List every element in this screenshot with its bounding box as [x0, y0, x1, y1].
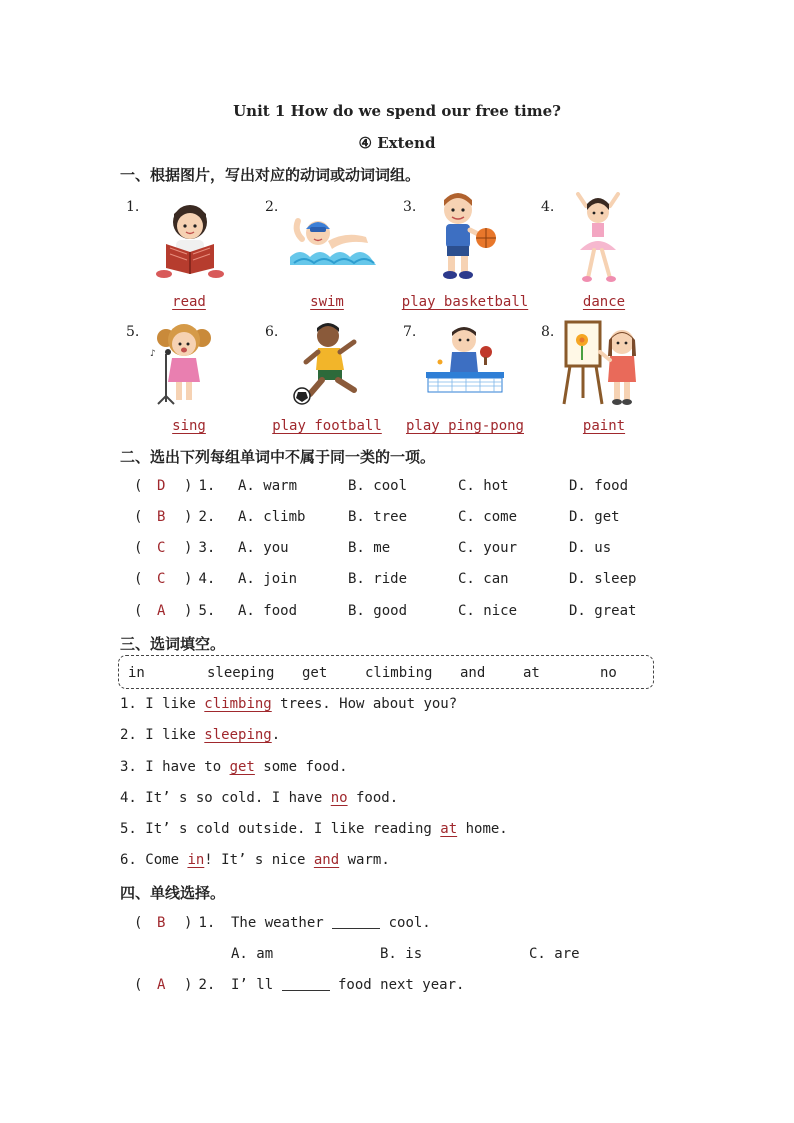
item-number: 4. — [541, 199, 555, 215]
question-text: I’ ll food next year. — [231, 977, 465, 993]
item-number: 8. — [541, 324, 555, 340]
item-number: 5. — [126, 324, 140, 340]
table-row: ( — [134, 509, 143, 525]
question-row: ( — [134, 915, 143, 931]
filled-answer: climbing — [204, 696, 272, 712]
option-b: B. me — [348, 540, 391, 556]
choice-answer: C — [157, 571, 166, 587]
worksheet-title: Unit 1 How do we spend our free time? — [233, 102, 561, 120]
answer-paint: paint — [582, 418, 626, 434]
option-c: C. your — [458, 540, 518, 556]
answer-blank — [332, 927, 380, 929]
option-a: A. warm — [238, 478, 298, 494]
row-number: ) 2. — [184, 509, 216, 525]
option-a: A. you — [238, 540, 289, 556]
choice-answer: B — [157, 915, 166, 931]
option-b: B. ride — [348, 571, 408, 587]
table-row: ( — [134, 603, 143, 619]
table-row: ( — [134, 540, 143, 556]
boy-basketball-icon — [428, 190, 500, 282]
filled-answer: sleeping — [204, 727, 272, 743]
table-row: ( — [134, 478, 143, 494]
choice-answer: C — [157, 540, 166, 556]
sentence: 3. I have to get some food. — [120, 759, 348, 775]
filled-answer: and — [313, 852, 340, 868]
option-b: B. cool — [348, 478, 408, 494]
option-b: B. tree — [348, 509, 408, 525]
row-number: ) 4. — [184, 571, 216, 587]
question-number: ) 1. — [184, 915, 216, 931]
option-c: C. come — [458, 509, 518, 525]
option-c: C. nice — [458, 603, 518, 619]
word-bank-item: get — [302, 665, 328, 681]
girl-reading-icon — [150, 196, 230, 282]
filled-answer: get — [229, 759, 255, 775]
answer-swim: swim — [310, 294, 344, 310]
sentence: 6. Come in! It’ s nice and warm. — [120, 852, 390, 868]
girl-dancing-icon — [566, 192, 630, 284]
row-number: ) 3. — [184, 540, 216, 556]
girl-singing-icon — [146, 316, 222, 408]
word-bank-item: no — [600, 665, 617, 681]
word-bank-item: sleeping — [207, 665, 275, 681]
choice-answer: D — [157, 478, 166, 494]
section1-heading: 一、根据图片，写出对应的动词或动词词组。 — [120, 166, 421, 184]
option-b: B. good — [348, 603, 408, 619]
sentence: 4. It’ s so cold. I have no food. — [120, 790, 399, 806]
item-number: 1. — [126, 199, 140, 215]
option-d: D. us — [569, 540, 612, 556]
section3-heading: 三、选词填空。 — [120, 635, 226, 653]
option-d: D. food — [569, 478, 629, 494]
boy-football-icon — [288, 320, 372, 408]
filled-answer: no — [330, 790, 348, 806]
section2-heading: 二、选出下列每组单词中不属于同一类的一项。 — [120, 448, 436, 466]
answer-dance: dance — [582, 294, 626, 310]
choice-answer: A — [157, 603, 166, 619]
item-number: 7. — [403, 324, 417, 340]
option-a: A. am — [231, 946, 274, 962]
girl-painting-icon — [562, 316, 642, 408]
row-number: ) 1. — [184, 478, 216, 494]
answer-play-ping-pong: play ping-pong — [405, 418, 524, 434]
svg-text:♪: ♪ — [150, 349, 156, 359]
option-d: D. get — [569, 509, 620, 525]
item-number: 2. — [265, 199, 279, 215]
question-row: ( — [134, 977, 143, 993]
option-c: C. hot — [458, 478, 509, 494]
option-b: B. is — [380, 946, 423, 962]
boy-pingpong-icon — [424, 322, 506, 406]
option-a: A. food — [238, 603, 298, 619]
word-bank-item: and — [460, 665, 486, 681]
boy-swimming-icon — [288, 200, 378, 286]
choice-answer: B — [157, 509, 166, 525]
row-number: ) 5. — [184, 603, 216, 619]
filled-answer: in — [187, 852, 205, 868]
sentence: 1. I like climbing trees. How about you? — [120, 696, 458, 712]
answer-sing: sing — [172, 418, 206, 434]
option-d: D. sleep — [569, 571, 637, 587]
question-number: ) 2. — [184, 977, 216, 993]
question-text: The weather cool. — [231, 915, 431, 931]
answer-play-football: play football — [272, 418, 382, 434]
table-row: ( — [134, 571, 143, 587]
item-number: 3. — [403, 199, 417, 215]
answer-read: read — [172, 294, 206, 310]
option-c: C. are — [529, 946, 580, 962]
answer-play-basketball: play basketball — [401, 294, 529, 310]
filled-answer: at — [440, 821, 458, 837]
worksheet-subtitle: ④ Extend — [358, 134, 436, 152]
item-number: 6. — [265, 324, 279, 340]
section4-heading: 四、单线选择。 — [120, 884, 226, 902]
sentence: 2. I like sleeping. — [120, 727, 281, 743]
option-d: D. great — [569, 603, 637, 619]
option-a: A. join — [238, 571, 298, 587]
word-bank-item: at — [523, 665, 540, 681]
word-bank-item: climbing — [365, 665, 433, 681]
option-a: A. climb — [238, 509, 306, 525]
choice-answer: A — [157, 977, 166, 993]
word-bank-item: in — [128, 665, 145, 681]
option-c: C. can — [458, 571, 509, 587]
answer-blank — [282, 989, 330, 991]
sentence: 5. It’ s cold outside. I like reading at home. — [120, 821, 508, 837]
